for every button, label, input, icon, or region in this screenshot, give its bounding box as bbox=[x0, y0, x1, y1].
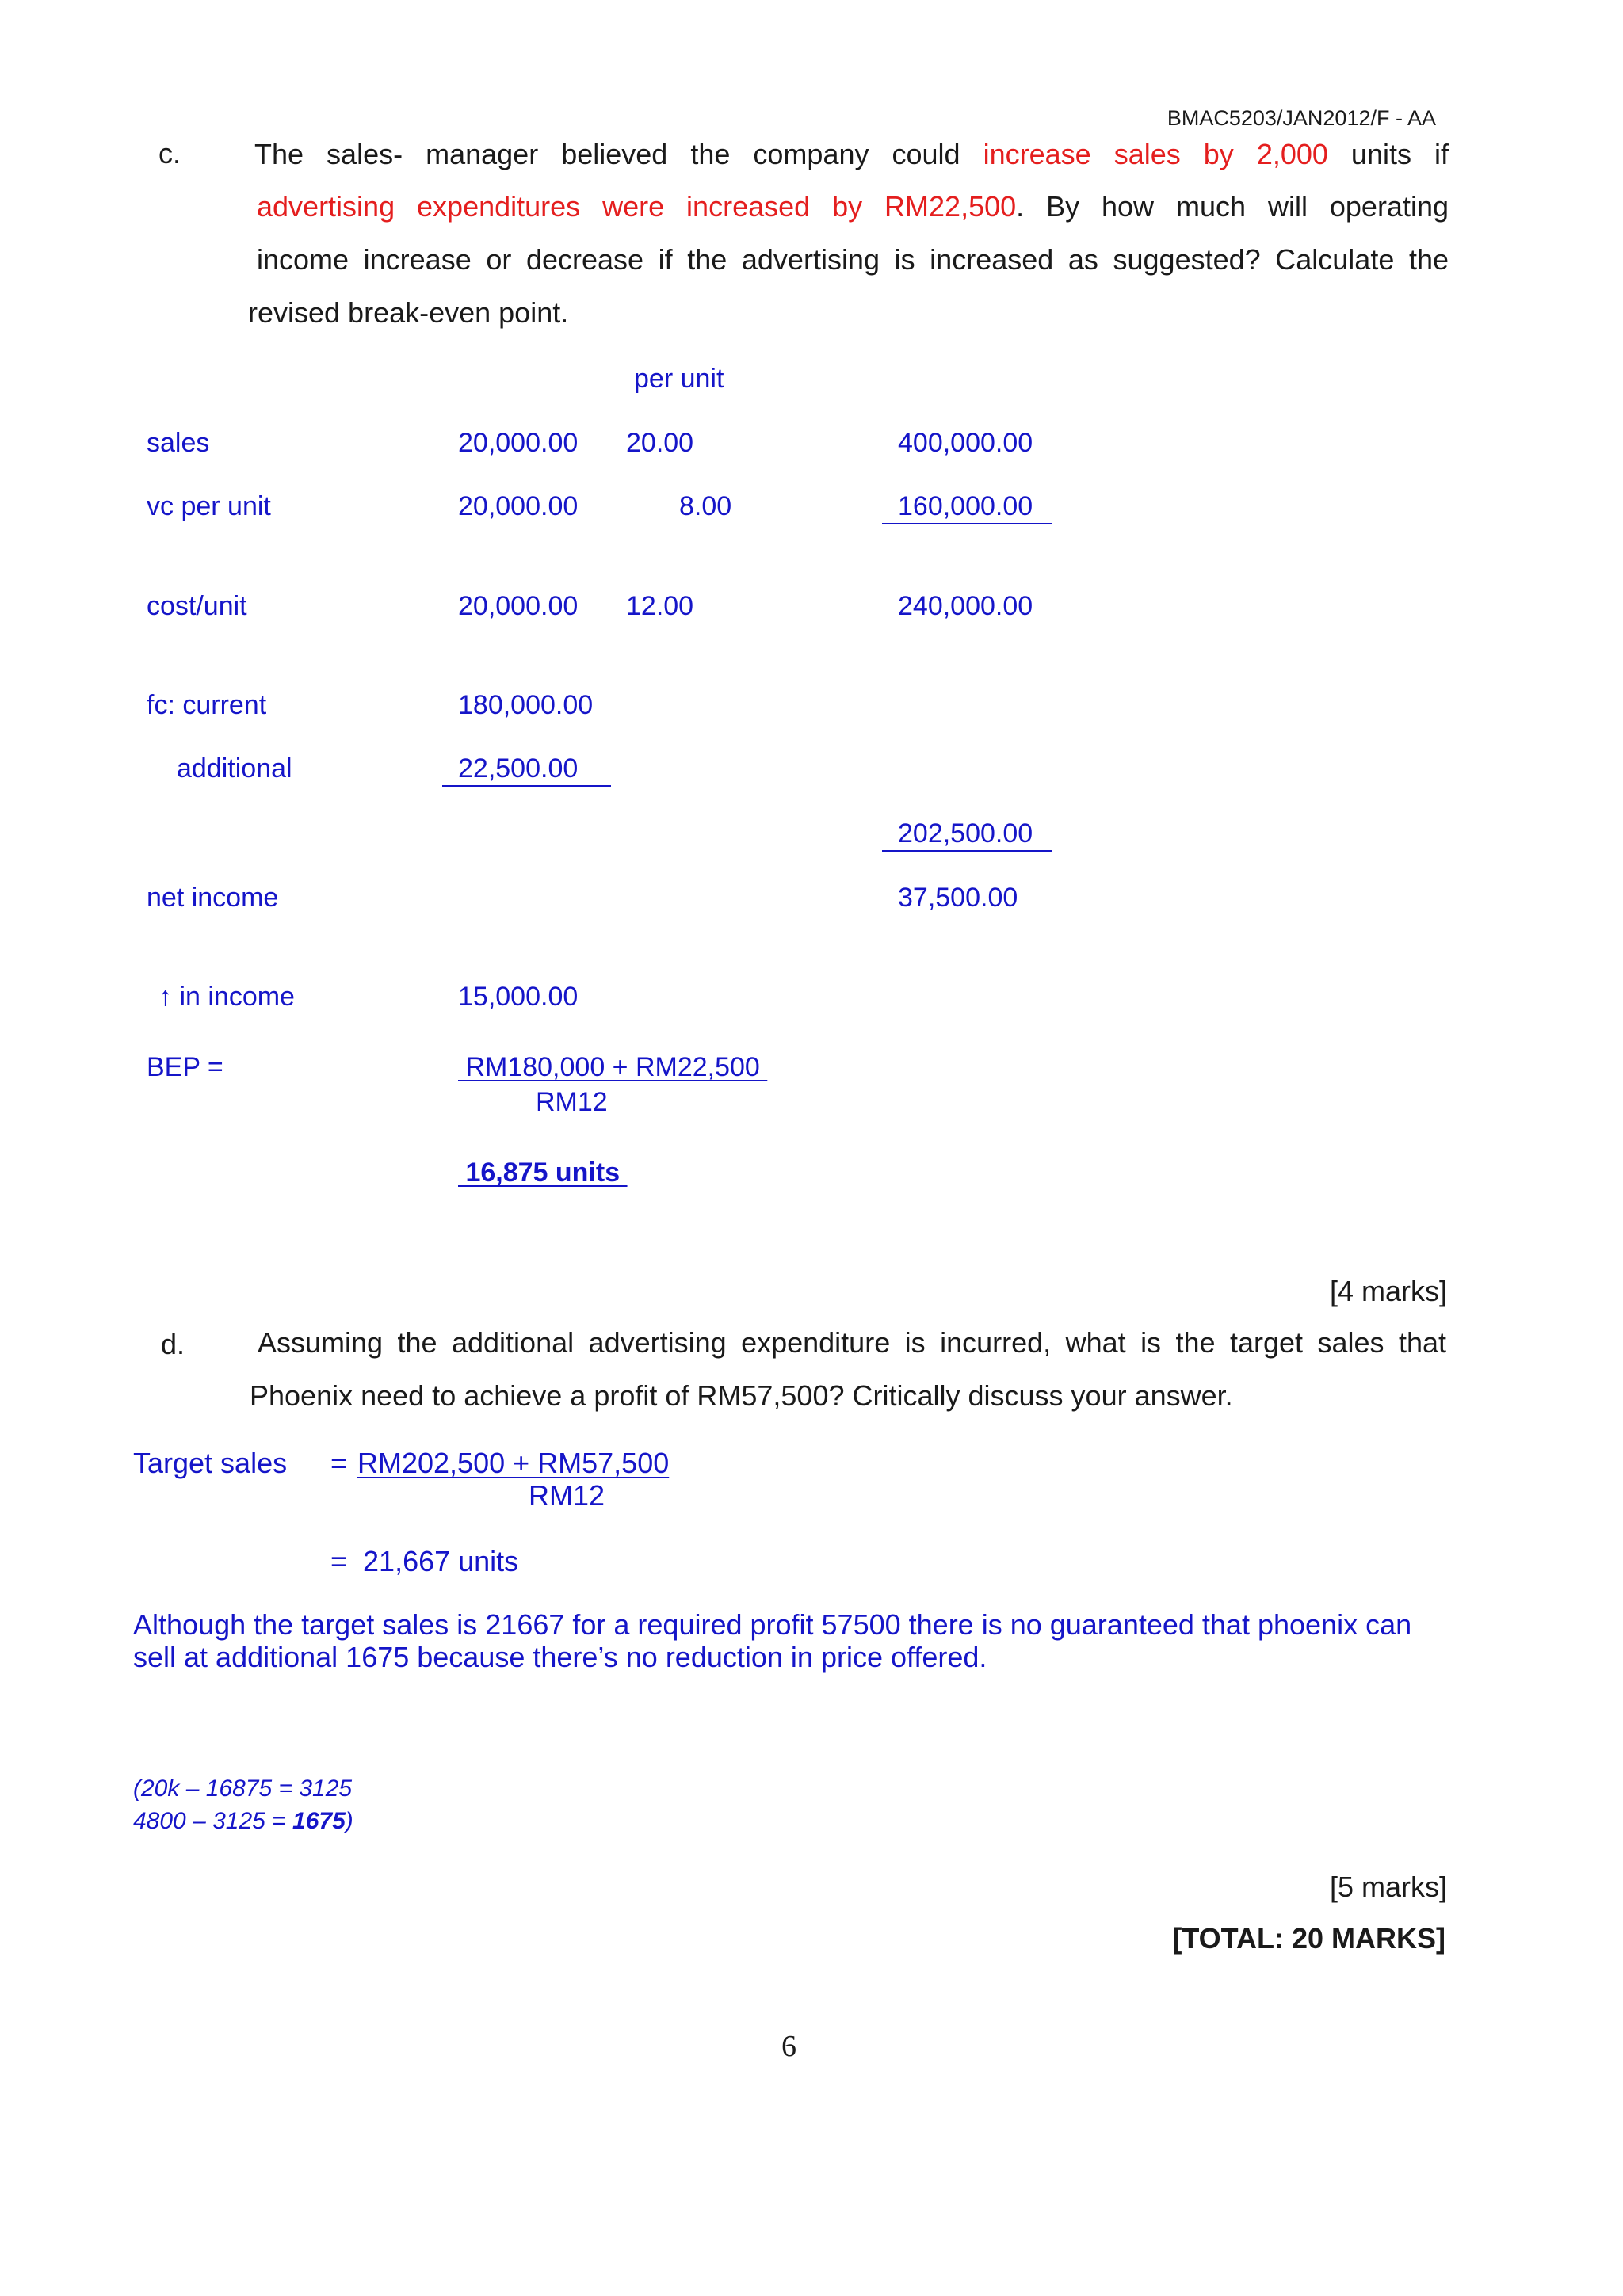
question-c-line-1-segment: increase sales by 2,000 bbox=[983, 138, 1328, 170]
discussion-line-2: sell at additional 1675 because there’s no reduction in price offered. bbox=[133, 1641, 987, 1673]
marks-d: [5 marks] bbox=[1329, 1871, 1447, 1903]
row-cost-per-unit: 12.00 bbox=[626, 591, 694, 621]
question-c-line-4-segment: revised break-even point. bbox=[248, 296, 569, 329]
row-increase-label: ↑ in income bbox=[158, 982, 295, 1012]
per-unit-header: per unit bbox=[634, 364, 724, 394]
question-c-line-3-segment: income increase or decrease if the advertising is increased as suggested? Calculate the bbox=[257, 243, 1449, 276]
bep-denominator: RM12 bbox=[536, 1087, 608, 1117]
marks-c: [4 marks] bbox=[1329, 1275, 1447, 1307]
discussion-line-1: Although the target sales is 21667 for a required profit 57500 there is no guaranteed that phoenix can bbox=[133, 1608, 1412, 1641]
total-marks: [TOTAL: 20 MARKS] bbox=[1172, 1922, 1445, 1955]
question-c-line-2-segment: advertising expenditures were increased by RM22,500 bbox=[257, 190, 1017, 223]
working-note-suffix: ) bbox=[345, 1808, 353, 1834]
question-c-line-2-segment: . By how much will operating bbox=[1016, 190, 1449, 223]
row-net-income-label: net income bbox=[147, 883, 279, 913]
question-c-line-2 bbox=[257, 189, 1449, 224]
vc-total-underline bbox=[882, 523, 1052, 524]
question-c-label: c. bbox=[158, 137, 181, 170]
target-sales-label: Target sales bbox=[133, 1447, 288, 1479]
working-note-line-1: (20k – 16875 = 3125 bbox=[133, 1775, 353, 1802]
question-d-line-2: Phoenix need to achieve a profit of RM57,500? Critically discuss your answer. bbox=[250, 1379, 1233, 1412]
row-vc-units: 20,000.00 bbox=[458, 491, 579, 521]
question-c-line-1-segment: units if bbox=[1327, 138, 1449, 170]
question-c-line-1 bbox=[254, 137, 1449, 172]
row-increase-value: 15,000.00 bbox=[458, 982, 579, 1012]
row-sales-total: 400,000.00 bbox=[898, 428, 1033, 458]
row-vc-total: 160,000.00 bbox=[898, 491, 1033, 521]
bep-label: BEP = bbox=[147, 1052, 223, 1082]
bep-result: 16,875 units bbox=[458, 1158, 628, 1188]
row-vc-per-unit: 8.00 bbox=[679, 491, 732, 521]
row-vc-label: vc per unit bbox=[147, 491, 271, 521]
target-sales-result: = 21,667 units bbox=[330, 1545, 519, 1577]
working-note-prefix: 4800 – 3125 = bbox=[133, 1808, 293, 1834]
page-number: 6 bbox=[781, 2030, 796, 2063]
target-sales-numerator: RM202,500 + RM57,500 bbox=[357, 1447, 670, 1479]
row-fc-total: 202,500.00 bbox=[898, 818, 1033, 849]
question-d-line-1: Assuming the additional advertising expenditure is incurred, what is the target sales that bbox=[258, 1326, 1446, 1359]
row-sales-per-unit: 20.00 bbox=[626, 428, 694, 458]
bep-numerator: RM180,000 + RM22,500 bbox=[458, 1052, 768, 1082]
row-additional-label: additional bbox=[177, 753, 292, 784]
row-sales-units: 20,000.00 bbox=[458, 428, 579, 458]
row-net-income-total: 37,500.00 bbox=[898, 883, 1018, 913]
row-fc-current-value: 180,000.00 bbox=[458, 690, 594, 720]
question-c-line-4 bbox=[248, 296, 1449, 330]
row-fc-current-label: fc: current bbox=[147, 690, 267, 720]
additional-underline bbox=[442, 785, 611, 787]
fc-total-underline bbox=[882, 850, 1052, 852]
row-sales-label: sales bbox=[147, 428, 210, 458]
question-c-line-3 bbox=[257, 242, 1449, 277]
row-cost-units: 20,000.00 bbox=[458, 591, 579, 621]
question-c-line-1-segment: The sales- manager believed the company could bbox=[254, 138, 983, 170]
row-cost-total: 240,000.00 bbox=[898, 591, 1033, 621]
question-d-label: d. bbox=[161, 1328, 185, 1360]
working-note-bold: 1675 bbox=[292, 1808, 346, 1834]
row-cost-label: cost/unit bbox=[147, 591, 247, 621]
target-sales-equals: = bbox=[330, 1447, 348, 1479]
target-sales-denominator: RM12 bbox=[529, 1479, 605, 1512]
row-additional-value: 22,500.00 bbox=[458, 753, 579, 784]
working-note-line-2 bbox=[133, 1805, 353, 1838]
document-code: BMAC5203/JAN2012/F - AA bbox=[1167, 106, 1436, 130]
